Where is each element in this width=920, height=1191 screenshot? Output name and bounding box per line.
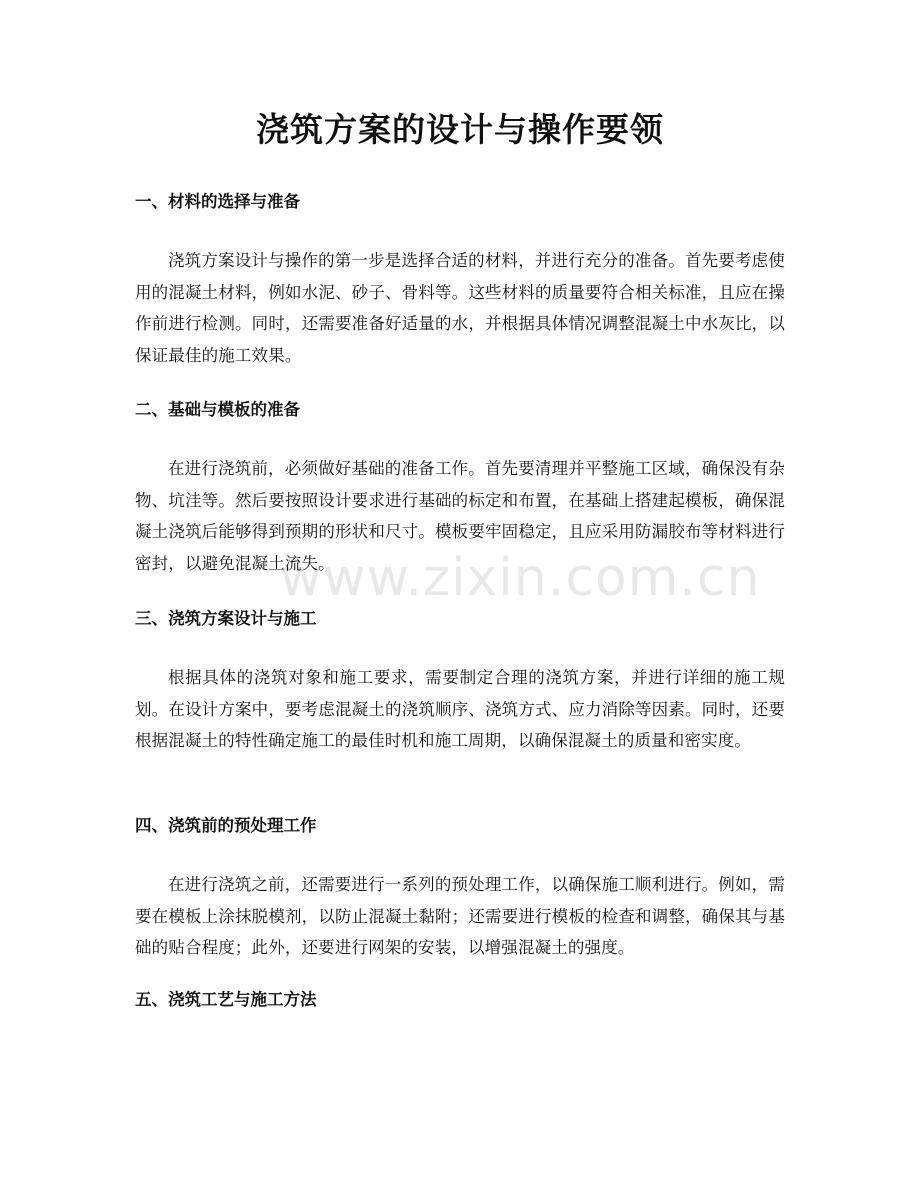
section-heading: 四、浇筑前的预处理工作 xyxy=(135,816,317,835)
section-heading: 二、基础与模板的准备 xyxy=(135,400,300,419)
section-heading: 五、浇筑工艺与施工方法 xyxy=(135,990,317,1009)
document-title: 浇筑方案的设计与操作要领 xyxy=(256,110,664,149)
section-paragraph: 在进行浇筑前，必须做好基础的准备工作。首先要清理并平整施工区域，确保没有杂物、坑洼等。然后要按照设计要求进行基础的标定和布置，在基础上搭建起模板，确保混凝土浇筑后能够得到预期的形状和尺寸。模板要牢固稳定，且应采用防漏胶布等材料进行密封，以避免混凝土流失。 xyxy=(135,459,785,573)
section-process-methods xyxy=(135,988,785,1012)
section-paragraph: 浇筑方案设计与操作的第一步是选择合适的材料，并进行充分的准备。首先要考虑使用的混凝土材料，例如水泥、砂子、骨料等。这些材料的质量要符合相关标准，且应在操作前进行检测。同时，还需要准备好适量的水，并根据具体情况调整混凝土中水灰比，以保证最佳的施工效果。 xyxy=(135,251,785,365)
section-pretreatment xyxy=(135,814,785,964)
section-heading: 三、浇筑方案设计与施工 xyxy=(135,609,317,628)
section-materials xyxy=(135,190,785,371)
section-foundation-formwork xyxy=(135,398,785,579)
section-paragraph: 在进行浇筑之前，还需要进行一系列的预处理工作，以确保施工顺利进行。例如，需要在模板上涂抹脱模剂，以防止混凝土黏附；还需要进行模板的检查和调整，确保其与基础的贴合程度；此外，还要进行网架的安装，以增强混凝土的强度。 xyxy=(135,875,785,957)
watermark: www.zixin.com.cn xyxy=(279,548,761,608)
section-plan-design xyxy=(135,607,785,757)
section-heading: 一、材料的选择与准备 xyxy=(135,192,300,211)
section-paragraph: 根据具体的浇筑对象和施工要求，需要制定合理的浇筑方案，并进行详细的施工规划。在设计方案中，要考虑混凝土的浇筑顺序、浇筑方式、应力消除等因素。同时，还要根据混凝土的特性确定施工的最佳时机和施工周期，以确保混凝土的质量和密实度。 xyxy=(135,668,785,750)
